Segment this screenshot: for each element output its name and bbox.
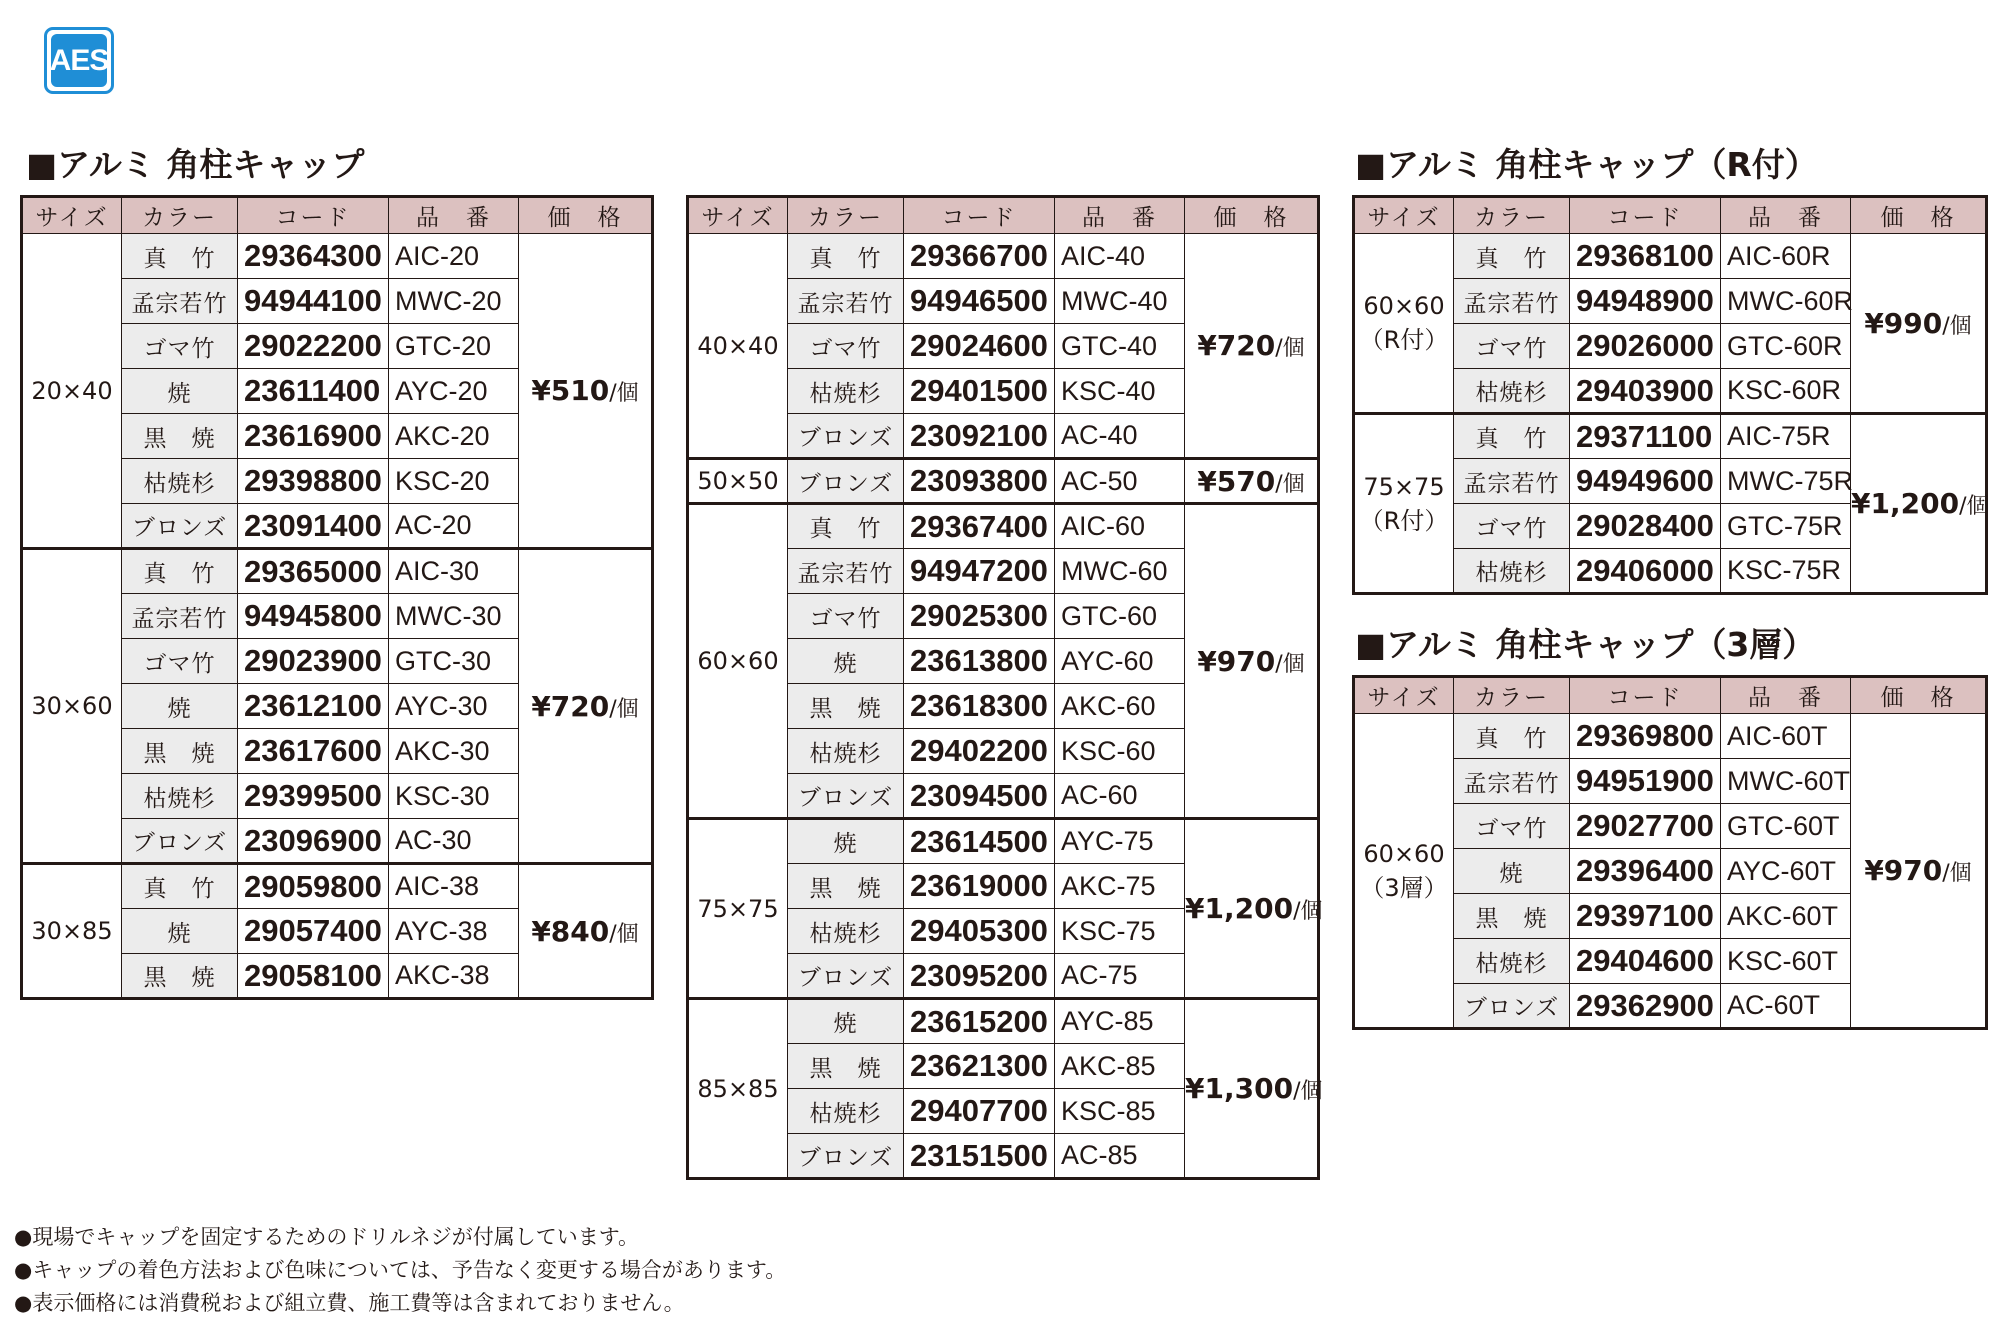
product-number-cell: MWC-60R — [1721, 279, 1851, 324]
code-cell: 23611400 — [238, 369, 389, 414]
price-cell — [1851, 234, 1987, 414]
price-cell — [519, 864, 653, 999]
notes — [14, 1221, 786, 1320]
color-cell: 黒 焼 — [788, 684, 904, 729]
color-cell: ブロンズ — [788, 954, 904, 999]
aes-logo-text: AES — [49, 43, 109, 77]
table-header-row — [688, 197, 1319, 234]
code-cell: 29402200 — [904, 729, 1055, 774]
code-cell: 29401500 — [904, 369, 1055, 414]
price-value: ¥1,200 — [1851, 487, 1960, 520]
color-cell: 枯焼杉 — [1454, 939, 1570, 984]
price-cell — [1851, 414, 1987, 594]
size-value: 40×40 — [697, 331, 779, 360]
product-number-cell: KSC-20 — [389, 459, 519, 504]
color-cell: 真 竹 — [1454, 414, 1570, 459]
color-cell: ゴマ竹 — [788, 324, 904, 369]
section-title-aluminum-cap-3layer: ■アルミ 角柱キャップ（3層） — [1355, 625, 1816, 664]
product-number-cell: AYC-20 — [389, 369, 519, 414]
product-number-cell: KSC-60R — [1721, 369, 1851, 414]
price-cell — [1185, 459, 1319, 504]
color-cell: 真 竹 — [788, 234, 904, 279]
product-number-cell: AYC-38 — [389, 909, 519, 954]
price-value: ¥1,300 — [1185, 1072, 1294, 1105]
price-unit: /個 — [1959, 494, 1989, 519]
code-cell: 29397100 — [1570, 894, 1721, 939]
product-number-cell: GTC-60R — [1721, 324, 1851, 369]
size-cell — [22, 234, 122, 549]
code-cell: 94948900 — [1570, 279, 1721, 324]
size-value: 30×60 — [31, 692, 113, 720]
code-cell: 94949600 — [1570, 459, 1721, 504]
code-cell: 29057400 — [238, 909, 389, 954]
color-cell: 孟宗若竹 — [1454, 279, 1570, 324]
code-cell: 23096900 — [238, 819, 389, 864]
table-row — [22, 549, 653, 594]
table-row — [688, 999, 1319, 1044]
product-number-cell: AIC-75R — [1721, 414, 1851, 459]
color-cell: 黒 焼 — [1454, 894, 1570, 939]
price-cell — [1185, 999, 1323, 1179]
product-number-cell: AIC-60 — [1055, 504, 1185, 549]
size-value: 20×40 — [31, 376, 113, 405]
header-color: カラー — [1454, 677, 1570, 714]
product-number-cell: AYC-60 — [1055, 639, 1185, 684]
code-cell: 29367400 — [904, 504, 1055, 549]
product-number-cell: MWC-40 — [1055, 279, 1185, 324]
price-cell — [1185, 819, 1323, 999]
size-value: 75×75 — [1363, 472, 1445, 501]
header-code: コード — [1570, 197, 1721, 234]
color-cell: ブロンズ — [1454, 984, 1570, 1029]
code-cell: 29362900 — [1570, 984, 1721, 1029]
table-row — [688, 459, 1319, 504]
color-cell: ブロンズ — [788, 459, 904, 504]
size-cell — [1354, 234, 1454, 414]
code-cell: 23612100 — [238, 684, 389, 729]
price-unit: /個 — [1275, 336, 1305, 361]
color-cell: 焼 — [788, 639, 904, 684]
color-cell: ゴマ竹 — [788, 594, 904, 639]
product-number-cell: AC-85 — [1055, 1134, 1185, 1179]
header-code: コード — [238, 197, 389, 234]
code-cell: 23093800 — [904, 459, 1055, 504]
code-cell: 23614500 — [904, 819, 1055, 864]
product-number-cell: AIC-60R — [1721, 234, 1851, 279]
price-unit: /個 — [609, 381, 639, 406]
size-cell — [22, 549, 122, 864]
product-number-cell: AYC-75 — [1055, 819, 1185, 864]
product-number-cell: MWC-75R — [1721, 459, 1851, 504]
color-cell: 枯焼杉 — [788, 909, 904, 954]
color-cell: 真 竹 — [1454, 234, 1570, 279]
product-number-cell: GTC-20 — [389, 324, 519, 369]
color-cell: ゴマ竹 — [1454, 504, 1570, 549]
color-cell: 焼 — [122, 909, 238, 954]
header-product-number: 品 番 — [1721, 197, 1851, 234]
size-value: 60×60 — [1363, 292, 1445, 320]
color-cell: 黒 焼 — [788, 1044, 904, 1089]
product-number-cell: KSC-85 — [1055, 1089, 1185, 1134]
code-cell: 23094500 — [904, 774, 1055, 819]
header-price: 価 格 — [519, 197, 653, 234]
table-row — [688, 819, 1319, 864]
color-cell: 枯焼杉 — [788, 1089, 904, 1134]
color-cell: 焼 — [1454, 849, 1570, 894]
code-cell: 29027700 — [1570, 804, 1721, 849]
product-number-cell: AC-50 — [1055, 459, 1185, 504]
price-value: ¥990 — [1864, 306, 1943, 340]
code-cell: 29026000 — [1570, 324, 1721, 369]
code-cell: 29368100 — [1570, 234, 1721, 279]
code-cell: 29366700 — [904, 234, 1055, 279]
header-color: カラー — [788, 197, 904, 234]
price-value: ¥1,200 — [1185, 892, 1294, 925]
color-cell: 孟宗若竹 — [1454, 459, 1570, 504]
color-cell: 孟宗若竹 — [788, 279, 904, 324]
code-cell: 29024600 — [904, 324, 1055, 369]
code-cell: 29403900 — [1570, 369, 1721, 414]
size-cell — [688, 234, 788, 459]
product-number-cell: AYC-60T — [1721, 849, 1851, 894]
product-number-cell: AYC-30 — [389, 684, 519, 729]
header-code: コード — [904, 197, 1055, 234]
code-cell: 29405300 — [904, 909, 1055, 954]
price-value: ¥970 — [1197, 644, 1276, 678]
product-number-cell: KSC-75 — [1055, 909, 1185, 954]
code-cell: 29396400 — [1570, 849, 1721, 894]
color-cell: 孟宗若竹 — [1454, 759, 1570, 804]
note-tax-excluded: ●表示価格には消費税および組立費、施工費等は含まれておりません。 — [14, 1291, 685, 1315]
price-unit: /個 — [1942, 861, 1972, 886]
product-number-cell: AC-40 — [1055, 414, 1185, 459]
note-coloring-change: ●キャップの着色方法および色味については、予告なく変更する場合があります。 — [14, 1258, 787, 1282]
product-number-cell: MWC-60 — [1055, 549, 1185, 594]
code-cell: 94944100 — [238, 279, 389, 324]
table-row — [688, 234, 1319, 279]
color-cell: ゴマ竹 — [1454, 324, 1570, 369]
size-cell — [688, 999, 788, 1179]
code-cell: 94945800 — [238, 594, 389, 639]
code-cell: 23616900 — [238, 414, 389, 459]
header-product-number: 品 番 — [389, 197, 519, 234]
price-unit: /個 — [1275, 471, 1305, 497]
color-cell: 枯焼杉 — [788, 369, 904, 414]
product-number-cell: AKC-60 — [1055, 684, 1185, 729]
color-cell: ゴマ竹 — [122, 639, 238, 684]
code-cell: 29371100 — [1570, 414, 1721, 459]
color-cell: 枯焼杉 — [122, 774, 238, 819]
color-cell: 黒 焼 — [788, 864, 904, 909]
table-header-row — [1354, 197, 1987, 234]
color-cell: 枯焼杉 — [1454, 549, 1570, 594]
color-cell: ブロンズ — [788, 414, 904, 459]
price-value: ¥720 — [1197, 329, 1276, 362]
note-drill-screw: ●現場でキャップを固定するためのドリルネジが付属しています。 — [14, 1225, 640, 1249]
price-table-aluminum-cap-1 — [20, 195, 654, 1000]
price-cell — [519, 234, 653, 549]
code-cell: 29022200 — [238, 324, 389, 369]
size-cell — [688, 819, 788, 999]
product-number-cell: GTC-60T — [1721, 804, 1851, 849]
table-row — [1354, 234, 1987, 279]
color-cell: ゴマ竹 — [122, 324, 238, 369]
aes-logo — [44, 27, 114, 94]
color-cell: ブロンズ — [122, 819, 238, 864]
color-cell: 真 竹 — [122, 234, 238, 279]
code-cell: 29369800 — [1570, 714, 1721, 759]
size-value: 85×85 — [697, 1074, 779, 1103]
size-cell — [1354, 414, 1454, 594]
size-note: （3層） — [1360, 873, 1448, 902]
price-unit: /個 — [609, 921, 639, 947]
aes-logo-badge — [51, 34, 107, 87]
price-cell — [519, 549, 653, 864]
size-value: 60×60 — [697, 647, 779, 675]
section-title-aluminum-cap-r: ■アルミ 角柱キャップ（R付） — [1355, 145, 1818, 184]
header-code: コード — [1570, 677, 1721, 714]
code-cell: 29399500 — [238, 774, 389, 819]
size-value: 75×75 — [697, 894, 779, 923]
code-cell: 29025300 — [904, 594, 1055, 639]
code-cell: 23092100 — [904, 414, 1055, 459]
color-cell: 真 竹 — [122, 864, 238, 909]
price-unit: /個 — [1275, 651, 1305, 677]
table-header-row — [1354, 677, 1987, 714]
product-number-cell: MWC-30 — [389, 594, 519, 639]
color-cell: 焼 — [788, 819, 904, 864]
code-cell: 29365000 — [238, 549, 389, 594]
product-number-cell: AIC-20 — [389, 234, 519, 279]
product-number-cell: AKC-20 — [389, 414, 519, 459]
price-value: ¥840 — [531, 914, 610, 948]
product-number-cell: MWC-20 — [389, 279, 519, 324]
color-cell: 焼 — [788, 999, 904, 1044]
price-unit: /個 — [1293, 1079, 1323, 1104]
code-cell: 29404600 — [1570, 939, 1721, 984]
price-value: ¥570 — [1197, 464, 1276, 498]
color-cell: 黒 焼 — [122, 414, 238, 459]
product-number-cell: AC-60 — [1055, 774, 1185, 819]
size-cell — [688, 504, 788, 819]
color-cell: 枯焼杉 — [788, 729, 904, 774]
price-unit: /個 — [1293, 899, 1323, 924]
price-value: ¥970 — [1864, 854, 1943, 887]
product-number-cell: KSC-60 — [1055, 729, 1185, 774]
code-cell: 23613800 — [904, 639, 1055, 684]
color-cell: ブロンズ — [788, 774, 904, 819]
color-cell: 孟宗若竹 — [122, 594, 238, 639]
product-number-cell: KSC-40 — [1055, 369, 1185, 414]
code-cell: 23091400 — [238, 504, 389, 549]
code-cell: 29406000 — [1570, 549, 1721, 594]
code-cell: 23615200 — [904, 999, 1055, 1044]
code-cell: 29058100 — [238, 954, 389, 999]
product-number-cell: AKC-30 — [389, 729, 519, 774]
size-note: （R付） — [1359, 326, 1449, 354]
table-row — [22, 864, 653, 909]
price-table-aluminum-cap-r — [1352, 195, 1988, 595]
code-cell: 23151500 — [904, 1134, 1055, 1179]
color-cell: 孟宗若竹 — [122, 279, 238, 324]
size-cell — [22, 864, 122, 999]
code-cell: 29028400 — [1570, 504, 1721, 549]
header-size: サイズ — [22, 197, 122, 234]
code-cell: 23618300 — [904, 684, 1055, 729]
code-cell: 29364300 — [238, 234, 389, 279]
product-number-cell: AIC-40 — [1055, 234, 1185, 279]
product-number-cell: AC-20 — [389, 504, 519, 549]
product-number-cell: GTC-40 — [1055, 324, 1185, 369]
color-cell: 枯焼杉 — [1454, 369, 1570, 414]
size-note: （R付） — [1359, 506, 1449, 535]
price-value: ¥720 — [531, 689, 610, 723]
product-number-cell: MWC-60T — [1721, 759, 1851, 804]
product-number-cell: AC-60T — [1721, 984, 1851, 1029]
header-color: カラー — [122, 197, 238, 234]
product-number-cell: KSC-60T — [1721, 939, 1851, 984]
color-cell: 真 竹 — [122, 549, 238, 594]
code-cell: 29398800 — [238, 459, 389, 504]
code-cell: 23095200 — [904, 954, 1055, 999]
size-value: 30×85 — [31, 917, 113, 945]
size-cell — [688, 459, 788, 504]
color-cell: ブロンズ — [788, 1134, 904, 1179]
code-cell: 29059800 — [238, 864, 389, 909]
price-cell — [1185, 504, 1319, 819]
size-value: 50×50 — [697, 467, 779, 495]
header-size: サイズ — [1354, 677, 1454, 714]
color-cell: ブロンズ — [122, 504, 238, 549]
header-color: カラー — [1454, 197, 1570, 234]
code-cell: 23617600 — [238, 729, 389, 774]
product-number-cell: AC-30 — [389, 819, 519, 864]
price-table-aluminum-cap-2 — [686, 195, 1323, 1180]
code-cell: 94951900 — [1570, 759, 1721, 804]
table-row — [688, 504, 1319, 549]
color-cell: 枯焼杉 — [122, 459, 238, 504]
product-number-cell: AC-75 — [1055, 954, 1185, 999]
code-cell: 29023900 — [238, 639, 389, 684]
color-cell: 黒 焼 — [122, 954, 238, 999]
product-number-cell: KSC-75R — [1721, 549, 1851, 594]
product-number-cell: AYC-85 — [1055, 999, 1185, 1044]
product-number-cell: AKC-75 — [1055, 864, 1185, 909]
product-number-cell: AKC-60T — [1721, 894, 1851, 939]
table-row — [22, 234, 653, 279]
header-size: サイズ — [688, 197, 788, 234]
price-unit: /個 — [609, 696, 639, 722]
header-product-number: 品 番 — [1055, 197, 1185, 234]
product-number-cell: AIC-60T — [1721, 714, 1851, 759]
product-number-cell: AKC-85 — [1055, 1044, 1185, 1089]
product-number-cell: AIC-38 — [389, 864, 519, 909]
price-unit: /個 — [1942, 313, 1972, 339]
color-cell: 孟宗若竹 — [788, 549, 904, 594]
product-number-cell: GTC-75R — [1721, 504, 1851, 549]
color-cell: 真 竹 — [1454, 714, 1570, 759]
table-header-row — [22, 197, 653, 234]
color-cell: 真 竹 — [788, 504, 904, 549]
header-price: 価 格 — [1851, 677, 1987, 714]
size-cell — [1354, 714, 1454, 1029]
table-row — [1354, 714, 1987, 759]
color-cell: 黒 焼 — [122, 729, 238, 774]
price-value: ¥510 — [531, 374, 610, 407]
product-number-cell: AIC-30 — [389, 549, 519, 594]
size-value: 60×60 — [1363, 839, 1445, 868]
header-price: 価 格 — [1851, 197, 1987, 234]
section-title-aluminum-cap: ■アルミ 角柱キャップ — [26, 145, 365, 184]
table-row — [1354, 414, 1987, 459]
code-cell: 23619000 — [904, 864, 1055, 909]
code-cell: 29407700 — [904, 1089, 1055, 1134]
header-price: 価 格 — [1185, 197, 1319, 234]
product-number-cell: GTC-30 — [389, 639, 519, 684]
price-cell — [1851, 714, 1987, 1029]
product-number-cell: KSC-30 — [389, 774, 519, 819]
product-number-cell: AKC-38 — [389, 954, 519, 999]
color-cell: ゴマ竹 — [1454, 804, 1570, 849]
header-size: サイズ — [1354, 197, 1454, 234]
color-cell: 焼 — [122, 684, 238, 729]
code-cell: 94947200 — [904, 549, 1055, 594]
code-cell: 23621300 — [904, 1044, 1055, 1089]
product-number-cell: GTC-60 — [1055, 594, 1185, 639]
color-cell: 焼 — [122, 369, 238, 414]
price-cell — [1185, 234, 1319, 459]
header-product-number: 品 番 — [1721, 677, 1851, 714]
price-table-aluminum-cap-3layer — [1352, 675, 1988, 1030]
code-cell: 94946500 — [904, 279, 1055, 324]
